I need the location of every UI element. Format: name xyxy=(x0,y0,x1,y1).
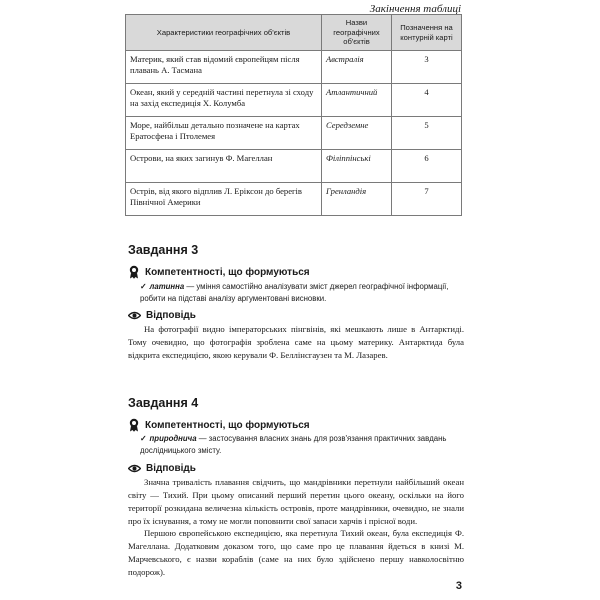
table-cell-name: Гренландія xyxy=(322,183,392,216)
table-cell-description: Острів, від якого відплив Л. Еріксон до берегів Північної Америки xyxy=(126,183,322,216)
task4-answer-paragraph-2: Першою європейською експедицією, яка перетнула Тихий океан, була експедиція Ф. Магеллана. Додатковим доказом того, що саме про це плавання йдеться в книзі М. Марчевського, є назви кораблів (саме на них було здійснено першу навколосвітню подорож). xyxy=(128,528,464,578)
table-cell-description: Острови, на яких загинув Ф. Магеллан xyxy=(126,150,322,183)
task3-answer-text: На фотографії видно імператорських пінгвінів, які мешкають лише в Антарктиді. Тому очевидно, що фотографія зроблена саме на цьому материку. Антарктида була відкрита експедицією, якою керували Ф. Беллінсгаузен та М. Лазарев. xyxy=(128,324,464,361)
table-header-row xyxy=(126,15,462,51)
competence-heading-text: Компетентності, що формуються xyxy=(145,266,310,278)
competence-key: латинна xyxy=(149,282,185,291)
table-cell-name: Атлантичний xyxy=(322,84,392,117)
eye-icon xyxy=(128,464,141,473)
task3-competence-text xyxy=(140,281,465,305)
competence-description: — застосування власних знань для розв'язання практичних завдань дослідницького змісту. xyxy=(140,434,447,456)
competence-description: — уміння самостійно аналізувати зміст джерел географічної інформації, робити на підставі аналізу аргументовані висновки. xyxy=(140,282,449,304)
table-cell-name: Філіппінські xyxy=(322,150,392,183)
answer-heading-text: Відповідь xyxy=(146,310,196,321)
rosette-icon xyxy=(128,265,140,279)
table-cell-mark: 3 xyxy=(392,51,462,84)
table-header-cell: Характеристики географічних об'єктів xyxy=(126,15,322,51)
table-row xyxy=(126,183,462,216)
checkmark-icon: ✓ xyxy=(140,282,147,291)
task4-answer-heading xyxy=(128,463,196,474)
page-number: 3 xyxy=(455,580,462,592)
checkmark-icon: ✓ xyxy=(140,434,147,443)
task3-competence-heading xyxy=(128,265,310,279)
table-row xyxy=(126,84,462,117)
table-row xyxy=(126,117,462,150)
competence-key: природнича xyxy=(149,434,197,443)
geo-objects-table xyxy=(125,14,462,216)
task4-title: Завдання 4 xyxy=(128,396,199,410)
table-cell-name: Австралія xyxy=(322,51,392,84)
table-cell-name: Середземне xyxy=(322,117,392,150)
table-header-cell: Позначення на контурній карті xyxy=(392,15,462,51)
table-cell-description: Океан, який у середній частині перетнула зі сходу на захід експедиція Х. Колумба xyxy=(126,84,322,117)
answer-heading-text: Відповідь xyxy=(146,463,196,474)
task3-answer-heading xyxy=(128,310,196,321)
rosette-icon xyxy=(128,418,140,432)
table-cell-mark: 6 xyxy=(392,150,462,183)
eye-icon xyxy=(128,311,141,320)
table-cell-description: Море, найбільш детально позначене на картах Ератосфена і Птолемея xyxy=(126,117,322,150)
table-header-cell: Назви географічних об'єктів xyxy=(322,15,392,51)
task4-competence-heading xyxy=(128,418,310,432)
task3-title: Завдання 3 xyxy=(128,243,199,257)
task4-competence-text xyxy=(140,433,465,457)
competence-heading-text: Компетентності, що формуються xyxy=(145,419,310,431)
table-cell-mark: 5 xyxy=(392,117,462,150)
table-continuation-note: Закінчення таблиці xyxy=(369,3,461,15)
table-row xyxy=(126,51,462,84)
table-cell-description: Материк, який став відомий європейцям після плавань А. Тасмана xyxy=(126,51,322,84)
table-cell-mark: 4 xyxy=(392,84,462,117)
table-row xyxy=(126,150,462,183)
table-cell-mark: 7 xyxy=(392,183,462,216)
task4-answer-paragraph-1: Значна тривалість плавання свідчить, що мандрівники перетнули найбільший океан світу — Тихий. При цьому описаний перший перетин цього океану, оскільки на його території розкидана величезна кількість островів, проте мандрівники, очевидно, не знали про їх існування, а тому не могли поповнити свої запаси харчів і прісної води. xyxy=(128,477,464,527)
